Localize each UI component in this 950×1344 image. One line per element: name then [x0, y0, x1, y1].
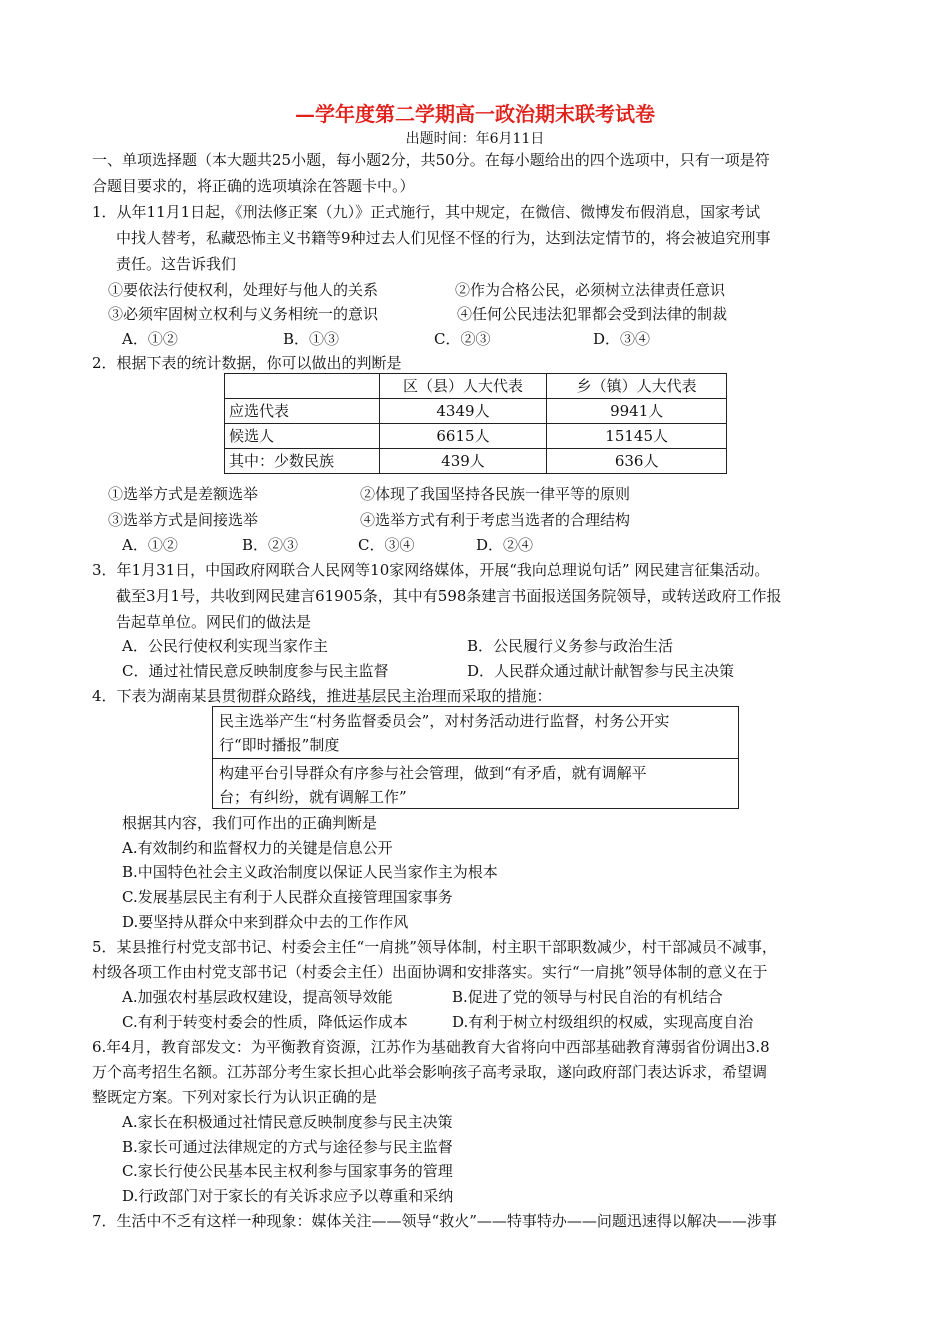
question-4-choice-b: B.中国特色社会主义政治制度以保证人民当家作主为根本	[122, 863, 498, 881]
question-4-choice-c: C.发展基层民主有利于人民群众直接管理国家事务	[122, 888, 453, 906]
question-2-statement: ②体现了我国坚持各民族一律平等的原则	[360, 485, 631, 503]
question-1-statement: ②作为合格公民，必须树立法律责任意识	[455, 281, 726, 299]
table-row	[225, 449, 727, 474]
question-6-choice-b: B.家长可通过法律规定的方式与途径参与民主监督	[122, 1138, 453, 1156]
question-1-stem: 1．从年11月1日起，《刑法修正案（九）》正式施行，其中规定，在微信、微博发布假消息，国家考试	[92, 203, 761, 221]
table-row	[225, 399, 727, 424]
question-4-stem: 4．下表为湖南某县贯彻群众路线，推进基层民主治理而采取的措施：	[92, 687, 552, 705]
table-divider	[213, 758, 738, 759]
table-header-cell: 乡（镇）人大代表	[547, 374, 727, 399]
section-instructions-line-1: 一、单项选择题（本大题共25小题，每小题2分，共50分。在每小题给出的四个选项中，只有一项是符	[92, 151, 770, 169]
table-cell: 15145人	[547, 424, 727, 449]
table-header-cell: 区（县）人大代表	[379, 374, 547, 399]
table-cell: 439人	[379, 449, 547, 474]
question-1-choice-b: B．①③	[283, 330, 340, 348]
question-5-choice-d: D.有利于树立村级组织的权威，实现高度自治	[452, 1013, 754, 1031]
measure-1-line-1: 民主选举产生“村务监督委员会”，对村务活动进行监督，村务公开实	[219, 712, 670, 730]
question-3-stem: 3．年1月31日，中国政府网联合人民网等10家网络媒体，开展“我向总理说句话” 网民建言征集活动。	[92, 561, 770, 579]
question-6-choice-c: C.家长行使公民基本民主权利参与国家事务的管理	[122, 1162, 453, 1180]
question-2-choice-b: B．②③	[242, 536, 299, 554]
table-cell: 应选代表	[225, 399, 380, 424]
question-2-choice-c: C．③④	[358, 536, 415, 554]
question-2-statement: ③选举方式是间接选举	[108, 511, 259, 529]
question-7-stem: 7．生活中不乏有这样一种现象：媒体关注——领导“救火”——特事特办——问题迅速得以解决——涉事	[92, 1212, 777, 1230]
measure-2-line-1: 构建平台引导群众有序参与社会管理，做到“有矛盾，就有调解平	[219, 764, 647, 782]
question-5-choice-c: C.有利于转变村委会的性质，降低运作成本	[122, 1013, 408, 1031]
question-3-choice-b: B．公民履行义务参与政治生活	[467, 637, 674, 655]
table-cell: 4349人	[379, 399, 547, 424]
question-6-choice-a: A.家长在积极通过社情民意反映制度参与民主决策	[122, 1113, 453, 1131]
table-cell: 6615人	[379, 424, 547, 449]
measure-2-line-2: 台；有纠纷，就有调解工作”	[219, 788, 407, 806]
question-3-choice-c: C．通过社情民意反映制度参与民主监督	[122, 662, 389, 680]
question-4-choice-a: A.有效制约和监督权力的关键是信息公开	[122, 839, 393, 857]
question-2-choice-a: A．①②	[122, 536, 178, 554]
table-cell: 9941人	[547, 399, 727, 424]
measures-table	[212, 706, 739, 809]
question-2-choice-d: D．②④	[476, 536, 534, 554]
question-2-statement: ①选举方式是差额选举	[108, 485, 259, 503]
question-2-stem: 2．根据下表的统计数据，你可以做出的判断是	[92, 354, 402, 372]
measure-1-line-2: 行“即时播报”制度	[219, 736, 340, 754]
question-1-stem: 中找人替考，私藏恐怖主义书籍等9种过去人们见怪不怪的行为，达到法定情节的，将会被追究刑事	[116, 229, 771, 247]
question-3-choice-d: D．人民群众通过献计献智参与民主决策	[467, 662, 735, 680]
statistics-table	[224, 373, 727, 474]
question-5-choice-a: A.加强农村基层政权建设，提高领导效能	[122, 988, 393, 1006]
question-6-choice-d: D.行政部门对于家长的有关诉求应予以尊重和采纳	[122, 1187, 454, 1205]
question-4-lead: 根据其内容，我们可作出的正确判断是	[122, 814, 378, 832]
exam-date: 出题时间：年6月11日	[405, 131, 545, 147]
table-cell: 636人	[547, 449, 727, 474]
section-instructions-line-2: 合题目要求的，将正确的选项填涂在答题卡中。）	[92, 177, 415, 195]
question-3-stem: 告起草单位。网民们的做法是	[116, 613, 312, 631]
table-header-row	[225, 374, 727, 399]
question-3-stem: 截至3月1号，共收到网民建言61905条，其中有598条建言书面报送国务院领导，或转送政府工作报	[116, 587, 782, 605]
table-cell: 其中：少数民族	[225, 449, 380, 474]
table-cell: 候选人	[225, 424, 380, 449]
question-6-stem: 整既定方案。下列对家长行为认识正确的是	[92, 1088, 378, 1106]
question-1-stem: 责任。这告诉我们	[116, 255, 237, 273]
table-row	[225, 424, 727, 449]
question-3-choice-a: A．公民行使权利实现当家作主	[122, 637, 328, 655]
question-1-statement: ①要依法行使权利，处理好与他人的关系	[108, 281, 379, 299]
question-1-choice-d: D．③④	[593, 330, 651, 348]
question-6-stem: 万个高考招生名额。江苏部分考生家长担心此举会影响孩子高考录取，遂向政府部门表达诉求，希望调	[92, 1063, 768, 1081]
question-4-choice-d: D.要坚持从群众中来到群众中去的工作作风	[122, 913, 409, 931]
question-1-choice-a: A．①②	[122, 330, 178, 348]
table-header-cell	[225, 374, 380, 399]
question-1-statement: ③必须牢固树立权利与义务相统一的意识	[108, 305, 379, 323]
question-2-statement: ④选举方式有利于考虑当选者的合理结构	[360, 511, 631, 529]
question-1-choice-c: C．②③	[434, 330, 491, 348]
question-5-choice-b: B.促进了党的领导与村民自治的有机结合	[452, 988, 723, 1006]
question-5-stem: 村级各项工作由村党支部书记（村委会主任）出面协调和安排落实。实行“一肩挑”领导体制的意义在于	[92, 963, 768, 981]
question-5-stem: 5．某县推行村党支部书记、村委会主任“一肩挑”领导体制，村主职干部职数减少，村干部减员不减事，	[92, 938, 777, 956]
page-title: —学年度第二学期高一政治期末联考试卷	[295, 102, 655, 126]
question-6-stem: 6.年4月，教育部发文：为平衡教育资源，江苏作为基础教育大省将向中西部基础教育薄弱省份调出3.8	[92, 1038, 770, 1056]
question-1-statement: ④任何公民违法犯罪都会受到法律的制裁	[457, 305, 728, 323]
